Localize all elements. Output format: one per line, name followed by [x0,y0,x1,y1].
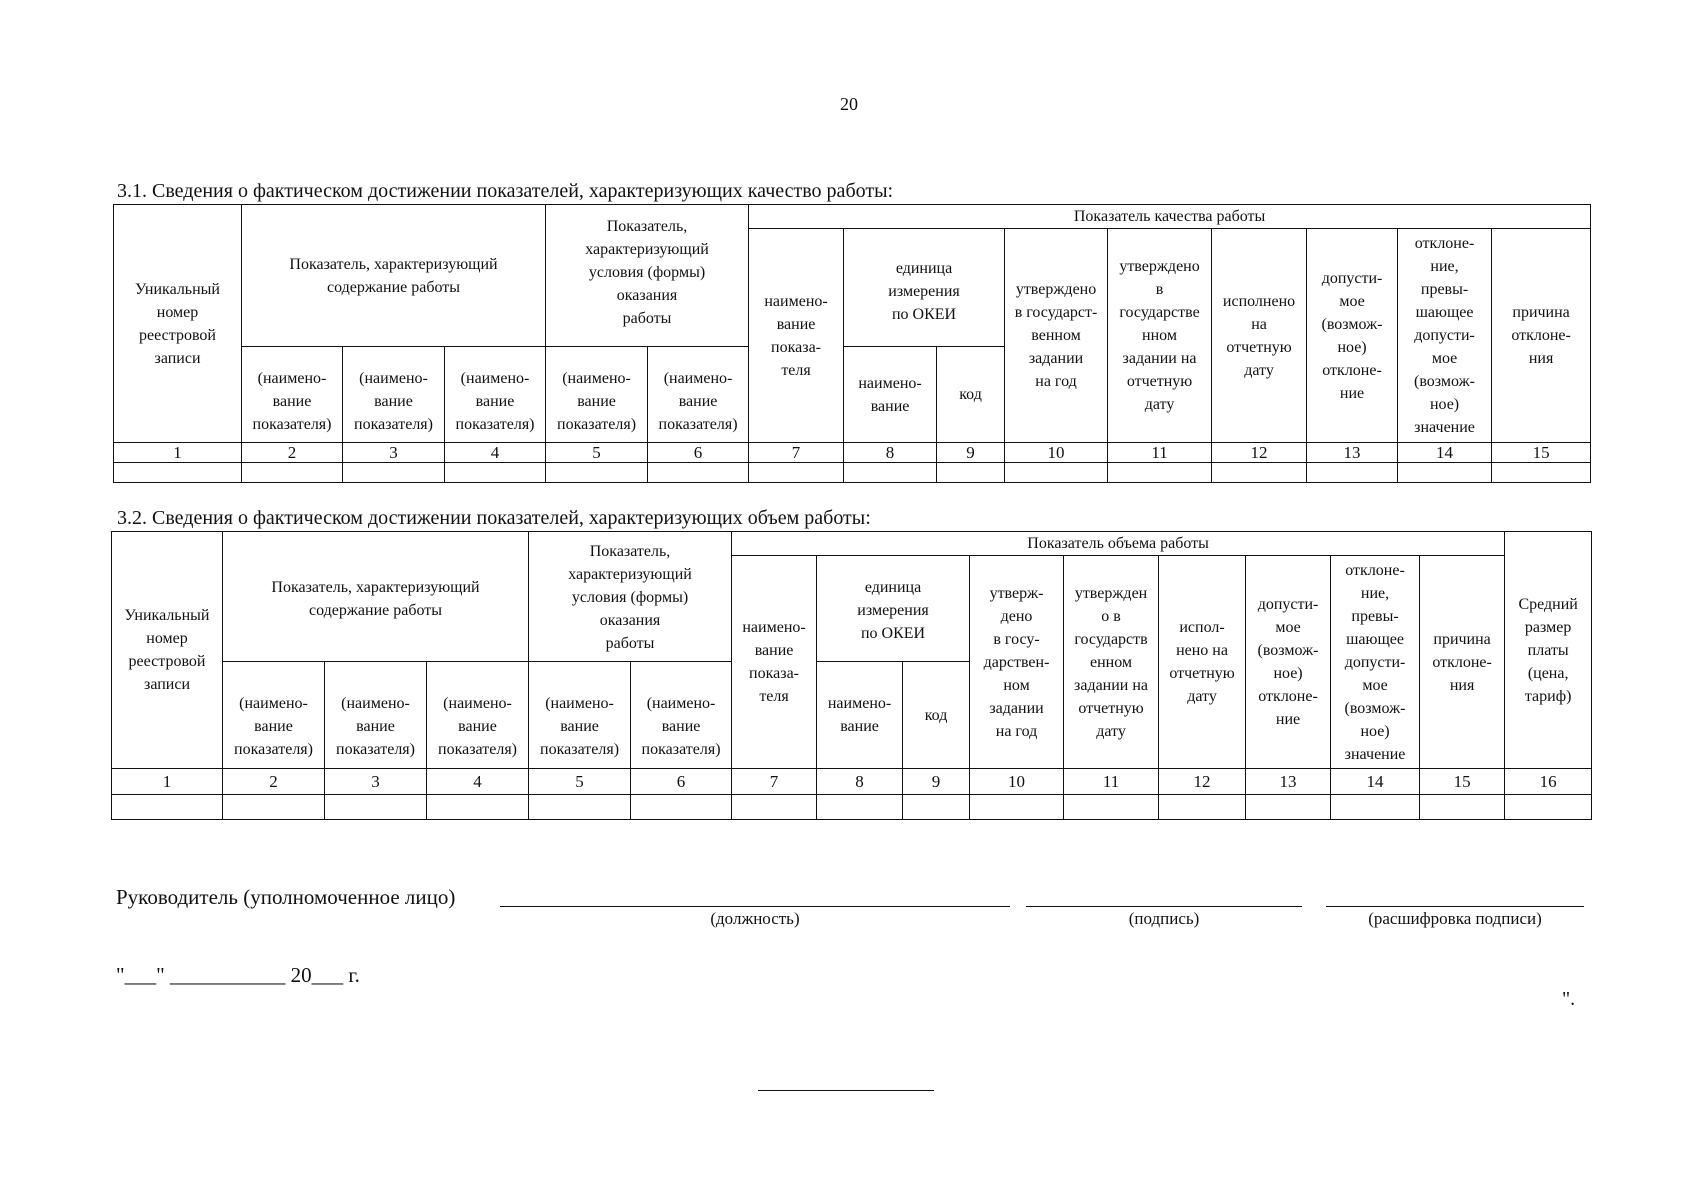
s2-col-number: 14 [1331,769,1420,795]
s2-unit-name-header: наимено- вание [817,662,903,769]
s2-data-cell[interactable] [1246,795,1331,820]
s1-col-number: 12 [1212,443,1307,463]
s2-data-cell[interactable] [325,795,427,820]
s2-unit-code-header: код [903,662,970,769]
s1-data-cell[interactable] [648,463,749,483]
s1-col-number: 3 [343,443,445,463]
s2-data-cell[interactable] [427,795,529,820]
s2-col-number: 13 [1246,769,1331,795]
s1-data-cell[interactable] [749,463,844,483]
s2-col-number: 12 [1159,769,1246,795]
s1-col-number: 4 [445,443,546,463]
section1-title: 3.1. Сведения о фактическом достижении показателей, характеризующих качество работы: [117,180,894,202]
s1-col-number: 6 [648,443,749,463]
s1-unit-header: единица измерения по ОКЕИ [844,229,1005,347]
decoding-line[interactable] [1326,906,1584,907]
s2-content-indicator-header: Показатель, характеризующий содержание работы [223,532,529,662]
section2-table [111,531,1592,820]
s2-exceeding-deviation-header: отклоне- ние, превы- шающее допусти- мое (возмож- ное) значение [1331,556,1420,769]
s2-data-cell[interactable] [1331,795,1420,820]
s1-content-indicator-header: Показатель, характеризующий содержание работы [242,205,546,347]
s2-conditions-indicator-header: Показатель, характеризующий условия (формы) оказания работы [529,532,732,662]
signature-line[interactable] [1026,906,1302,907]
s1-approved-year-header: утверждено в государст- венном задании на год [1005,229,1108,443]
s2-col-number: 11 [1064,769,1159,795]
s2-col-number: 8 [817,769,903,795]
s2-avg-payment-header: Средний размер платы (цена, тариф) [1505,532,1592,769]
s2-col-number: 10 [970,769,1064,795]
s1-data-cell[interactable] [937,463,1005,483]
s1-allowed-deviation-header: допусти- мое (возмож- ное) отклоне- ние [1307,229,1398,443]
s2-data-cell[interactable] [1064,795,1159,820]
s2-sub-name-2: (наимено- вание показателя) [223,662,325,769]
s2-allowed-deviation-header: допусти- мое (возмож- ное) отклоне- ние [1246,556,1331,769]
s1-unique-number-header: Уникальный номер реестровой записи [114,205,242,443]
s1-sub-name-4: (наимено- вание показателя) [445,347,546,443]
s1-data-cell[interactable] [1108,463,1212,483]
s2-deviation-reason-header: причина отклоне- ния [1420,556,1505,769]
bottom-rule [758,1090,934,1091]
s2-sub-name-6: (наимено- вание показателя) [631,662,732,769]
page-number: 20 [840,94,858,114]
s2-col-number: 9 [903,769,970,795]
s1-data-row [114,463,1591,483]
s1-col-number: 1 [114,443,242,463]
s1-data-cell[interactable] [1492,463,1591,483]
s1-sub-name-5: (наимено- вание показателя) [546,347,648,443]
position-line[interactable] [500,906,1010,907]
s2-data-cell[interactable] [1159,795,1246,820]
s2-data-cell[interactable] [1505,795,1592,820]
s2-col-number: 5 [529,769,631,795]
s2-data-cell[interactable] [732,795,817,820]
s1-data-cell[interactable] [242,463,343,483]
head-label: Руководитель (уполномоченное лицо) [116,885,456,909]
s2-data-cell[interactable] [112,795,223,820]
s2-executed-header: испол- нено на отчетную дату [1159,556,1246,769]
s2-col-number: 6 [631,769,732,795]
s1-quality-group-header: Показатель качества работы [749,205,1591,229]
s1-data-cell[interactable] [1398,463,1492,483]
signature-label: (подпись) [1128,909,1200,928]
s2-col-number: 1 [112,769,223,795]
s1-col-number: 5 [546,443,648,463]
s1-col-number: 10 [1005,443,1108,463]
s1-unit-name-header: наимено-вание [844,347,937,443]
s2-col-number: 4 [427,769,529,795]
s2-data-cell[interactable] [223,795,325,820]
s2-data-cell[interactable] [970,795,1064,820]
s1-col-number: 14 [1398,443,1492,463]
s2-col-number: 16 [1505,769,1592,795]
s1-col-number: 15 [1492,443,1591,463]
closing-mark: ". [1562,988,1576,1010]
s2-sub-name-5: (наимено- вание показателя) [529,662,631,769]
s2-data-row [112,795,1592,820]
decoding-label: (расшифровка подписи) [1368,909,1542,928]
s2-approved-year-header: утверж- дено в госу- дарствен- ном задании на год [970,556,1064,769]
s1-col-number: 9 [937,443,1005,463]
s1-col-number: 7 [749,443,844,463]
section1-table [113,204,1591,483]
s1-data-cell[interactable] [546,463,648,483]
s1-unit-code-header: код [937,347,1005,443]
s2-unique-number-header: Уникальный номер реестровой записи [112,532,223,769]
s2-col-number: 3 [325,769,427,795]
s1-col-number: 2 [242,443,343,463]
s2-indicator-name-header: наимено- вание показа- теля [732,556,817,769]
s2-approved-date-header: утвержден о в государств енном задании на отчетную дату [1064,556,1159,769]
s1-exceeding-deviation-header: отклоне- ние, превы- шающее допусти- мое (возмож- ное) значение [1398,229,1492,443]
s1-sub-name-6: (наимено- вание показателя) [648,347,749,443]
s1-data-cell[interactable] [1307,463,1398,483]
s2-sub-name-3: (наимено- вание показателя) [325,662,427,769]
position-label: (должность) [710,909,800,928]
s1-deviation-reason-header: причина отклоне- ния [1492,229,1591,443]
s1-data-cell[interactable] [844,463,937,483]
s1-sub-name-2: (наимено- вание показателя) [242,347,343,443]
s2-data-cell[interactable] [903,795,970,820]
s2-col-number: 7 [732,769,817,795]
s2-col-number: 15 [1420,769,1505,795]
s1-sub-name-3: (наимено- вание показателя) [343,347,445,443]
s1-col-number: 8 [844,443,937,463]
date-line: "___" ___________ 20___ г. [116,963,360,987]
section2-title: 3.2. Сведения о фактическом достижении показателей, характеризующих объем работы: [117,507,871,529]
s1-col-number: 11 [1108,443,1212,463]
s2-data-cell[interactable] [817,795,903,820]
s1-data-cell[interactable] [114,463,242,483]
s2-data-cell[interactable] [529,795,631,820]
s1-data-cell[interactable] [1212,463,1307,483]
s2-sub-name-4: (наимено- вание показателя) [427,662,529,769]
s1-data-cell[interactable] [343,463,445,483]
s1-data-cell[interactable] [445,463,546,483]
s2-unit-header: единица измерения по ОКЕИ [817,556,970,662]
s1-indicator-name-header: наимено- вание показа- теля [749,229,844,443]
s1-executed-header: исполнено на отчетную дату [1212,229,1307,443]
s2-volume-group-header: Показатель объема работы [732,532,1505,556]
s1-conditions-indicator-header: Показатель, характеризующий условия (формы) оказания работы [546,205,749,347]
s1-col-number: 13 [1307,443,1398,463]
s1-approved-date-header: утверждено в государстве нном задании на отчетную дату [1108,229,1212,443]
s1-data-cell[interactable] [1005,463,1108,483]
s2-col-number: 2 [223,769,325,795]
s2-data-cell[interactable] [1420,795,1505,820]
s2-data-cell[interactable] [631,795,732,820]
